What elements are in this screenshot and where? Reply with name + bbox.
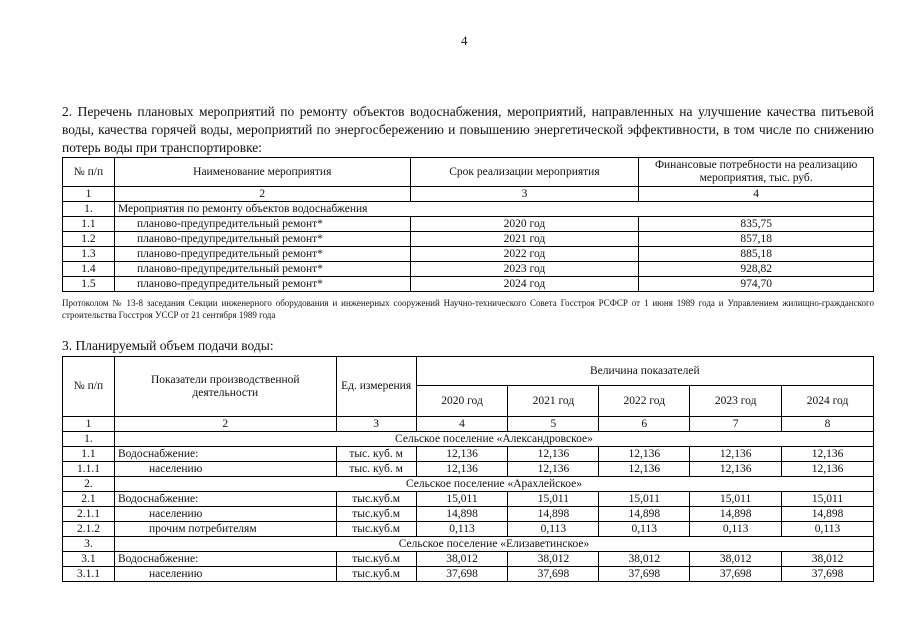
group-title: Сельское поселение «Арахлейское» bbox=[114, 477, 873, 492]
row-name: Водоснабжение: bbox=[114, 447, 336, 462]
header-values-group: Величина показателей bbox=[416, 357, 873, 386]
row-num: 1.1 bbox=[63, 217, 115, 232]
row-cost: 857,18 bbox=[639, 232, 874, 247]
row-name: Водоснабжение: bbox=[114, 492, 336, 507]
row-cost: 974,70 bbox=[639, 277, 874, 292]
row-num: 3.1.1 bbox=[63, 567, 115, 582]
group-title: Мероприятия по ремонту объектов водоснабжения bbox=[114, 202, 873, 217]
row-value: 12,136 bbox=[690, 447, 782, 462]
col-number: 4 bbox=[639, 187, 874, 202]
row-value: 12,136 bbox=[782, 447, 874, 462]
group-num: 1. bbox=[63, 202, 115, 217]
header-name: Наименование мероприятия bbox=[114, 158, 410, 187]
group-row bbox=[63, 432, 874, 447]
row-value: 12,136 bbox=[508, 462, 599, 477]
row-value: 0,113 bbox=[416, 522, 508, 537]
row-value: 38,012 bbox=[416, 552, 508, 567]
row-value: 38,012 bbox=[690, 552, 782, 567]
row-term: 2021 год bbox=[410, 232, 639, 247]
row-num: 2.1.2 bbox=[63, 522, 115, 537]
row-value: 12,136 bbox=[416, 447, 508, 462]
row-value: 0,113 bbox=[599, 522, 690, 537]
col-number: 6 bbox=[599, 417, 690, 432]
row-value: 12,136 bbox=[690, 462, 782, 477]
header-year: 2023 год bbox=[690, 386, 782, 417]
maintenance-plan-table bbox=[62, 157, 874, 292]
row-value: 14,898 bbox=[508, 507, 599, 522]
row-value: 15,011 bbox=[782, 492, 874, 507]
column-number-row bbox=[63, 417, 874, 432]
row-num: 3.1 bbox=[63, 552, 115, 567]
col-number: 4 bbox=[416, 417, 508, 432]
row-value: 15,011 bbox=[599, 492, 690, 507]
col-number: 5 bbox=[508, 417, 599, 432]
row-cost: 835,75 bbox=[639, 217, 874, 232]
row-value: 15,011 bbox=[508, 492, 599, 507]
header-year: 2020 год bbox=[416, 386, 508, 417]
row-term: 2020 год bbox=[410, 217, 639, 232]
col-number: 3 bbox=[336, 417, 416, 432]
row-cost: 928,82 bbox=[639, 262, 874, 277]
table-row bbox=[63, 507, 874, 522]
table-row bbox=[63, 217, 874, 232]
row-num: 2.1 bbox=[63, 492, 115, 507]
row-num: 1.5 bbox=[63, 277, 115, 292]
header-year: 2021 год bbox=[508, 386, 599, 417]
table-row bbox=[63, 492, 874, 507]
row-value: 12,136 bbox=[782, 462, 874, 477]
row-value: 37,698 bbox=[690, 567, 782, 582]
row-value: 12,136 bbox=[416, 462, 508, 477]
row-name: населению bbox=[114, 462, 336, 477]
row-name: планово-предупредительный ремонт* bbox=[114, 217, 410, 232]
row-name: планово-предупредительный ремонт* bbox=[114, 247, 410, 262]
col-number: 1 bbox=[63, 187, 115, 202]
col-number: 1 bbox=[63, 417, 115, 432]
row-num: 1.1 bbox=[63, 447, 115, 462]
header-cost: Финансовые потребности на реализацию мероприятия, тыс. руб. bbox=[639, 158, 874, 187]
row-unit: тыс.куб.м bbox=[336, 567, 416, 582]
row-term: 2023 год bbox=[410, 262, 639, 277]
row-value: 0,113 bbox=[690, 522, 782, 537]
group-row bbox=[63, 537, 874, 552]
row-value: 37,698 bbox=[416, 567, 508, 582]
group-num: 1. bbox=[63, 432, 115, 447]
row-unit: тыс.куб.м bbox=[336, 522, 416, 537]
header-term: Срок реализации мероприятия bbox=[410, 158, 639, 187]
row-value: 14,898 bbox=[416, 507, 508, 522]
row-value: 14,898 bbox=[782, 507, 874, 522]
row-value: 14,898 bbox=[690, 507, 782, 522]
row-unit: тыс.куб.м bbox=[336, 492, 416, 507]
section2-heading: 2. Перечень плановых мероприятий по ремонту объектов водоснабжения, мероприятий, направленных на улучшение качества питьевой воды, качества горячей воды, мероприятий по энергосбережению и повышению энергетической эффективности, в том числе по снижению потерь воды при транспортировке: bbox=[62, 104, 874, 155]
row-unit: тыс.куб.м bbox=[336, 552, 416, 567]
col-number: 8 bbox=[782, 417, 874, 432]
row-value: 12,136 bbox=[508, 447, 599, 462]
row-value: 15,011 bbox=[690, 492, 782, 507]
row-name: прочим потребителям bbox=[114, 522, 336, 537]
row-value: 37,698 bbox=[508, 567, 599, 582]
col-number: 2 bbox=[114, 187, 410, 202]
row-num: 1.3 bbox=[63, 247, 115, 262]
table-header-row bbox=[63, 357, 874, 386]
col-number: 7 bbox=[690, 417, 782, 432]
row-value: 14,898 bbox=[599, 507, 690, 522]
header-num: № п/п bbox=[63, 158, 115, 187]
table-row bbox=[63, 567, 874, 582]
table-row bbox=[63, 247, 874, 262]
row-name: планово-предупредительный ремонт* bbox=[114, 262, 410, 277]
table-row bbox=[63, 447, 874, 462]
row-num: 2.1.1 bbox=[63, 507, 115, 522]
row-name: планово-предупредительный ремонт* bbox=[114, 277, 410, 292]
header-unit: Ед. измерения bbox=[336, 357, 416, 417]
row-value: 12,136 bbox=[599, 462, 690, 477]
water-supply-table bbox=[62, 356, 874, 582]
row-name: планово-предупредительный ремонт* bbox=[114, 232, 410, 247]
table-header-row bbox=[63, 158, 874, 187]
header-num: № п/п bbox=[63, 357, 115, 417]
page-number: 4 bbox=[461, 33, 468, 48]
table-row bbox=[63, 262, 874, 277]
row-name: населению bbox=[114, 507, 336, 522]
group-num: 3. bbox=[63, 537, 115, 552]
row-value: 37,698 bbox=[782, 567, 874, 582]
row-term: 2022 год bbox=[410, 247, 639, 262]
table-row bbox=[63, 522, 874, 537]
group-title: Сельское поселение «Александровское» bbox=[114, 432, 873, 447]
row-term: 2024 год bbox=[410, 277, 639, 292]
footnote: Протоколом № 13-8 заседания Секции инженерного оборудования и инженерных сооружений Научно-технического Совета Госстроя РСФСР от 1 июня 1989 года и Управлением жилищно-гражданского строительства Госстроя УССР от 21 сентября 1989 года bbox=[62, 298, 874, 320]
row-value: 15,011 bbox=[416, 492, 508, 507]
row-value: 38,012 bbox=[508, 552, 599, 567]
header-year: 2024 год bbox=[782, 386, 874, 417]
table-row bbox=[63, 232, 874, 247]
table-row bbox=[63, 462, 874, 477]
section3-heading: 3. Планируемый объем подачи воды: bbox=[62, 338, 274, 353]
row-name: населению bbox=[114, 567, 336, 582]
row-value: 0,113 bbox=[508, 522, 599, 537]
row-unit: тыс. куб. м bbox=[336, 447, 416, 462]
row-name: Водоснабжение: bbox=[114, 552, 336, 567]
group-row bbox=[63, 477, 874, 492]
row-value: 38,012 bbox=[782, 552, 874, 567]
row-value: 37,698 bbox=[599, 567, 690, 582]
group-num: 2. bbox=[63, 477, 115, 492]
row-unit: тыс. куб. м bbox=[336, 462, 416, 477]
header-indicator: Показатели производственной деятельности bbox=[114, 357, 336, 417]
row-num: 1.1.1 bbox=[63, 462, 115, 477]
row-cost: 885,18 bbox=[639, 247, 874, 262]
group-row bbox=[63, 202, 874, 217]
column-number-row bbox=[63, 187, 874, 202]
row-value: 12,136 bbox=[599, 447, 690, 462]
row-num: 1.4 bbox=[63, 262, 115, 277]
group-title: Сельское поселение «Елизаветинское» bbox=[114, 537, 873, 552]
row-num: 1.2 bbox=[63, 232, 115, 247]
row-value: 0,113 bbox=[782, 522, 874, 537]
table-row bbox=[63, 277, 874, 292]
row-unit: тыс.куб.м bbox=[336, 507, 416, 522]
row-value: 38,012 bbox=[599, 552, 690, 567]
col-number: 2 bbox=[114, 417, 336, 432]
col-number: 3 bbox=[410, 187, 639, 202]
table-row bbox=[63, 552, 874, 567]
header-year: 2022 год bbox=[599, 386, 690, 417]
